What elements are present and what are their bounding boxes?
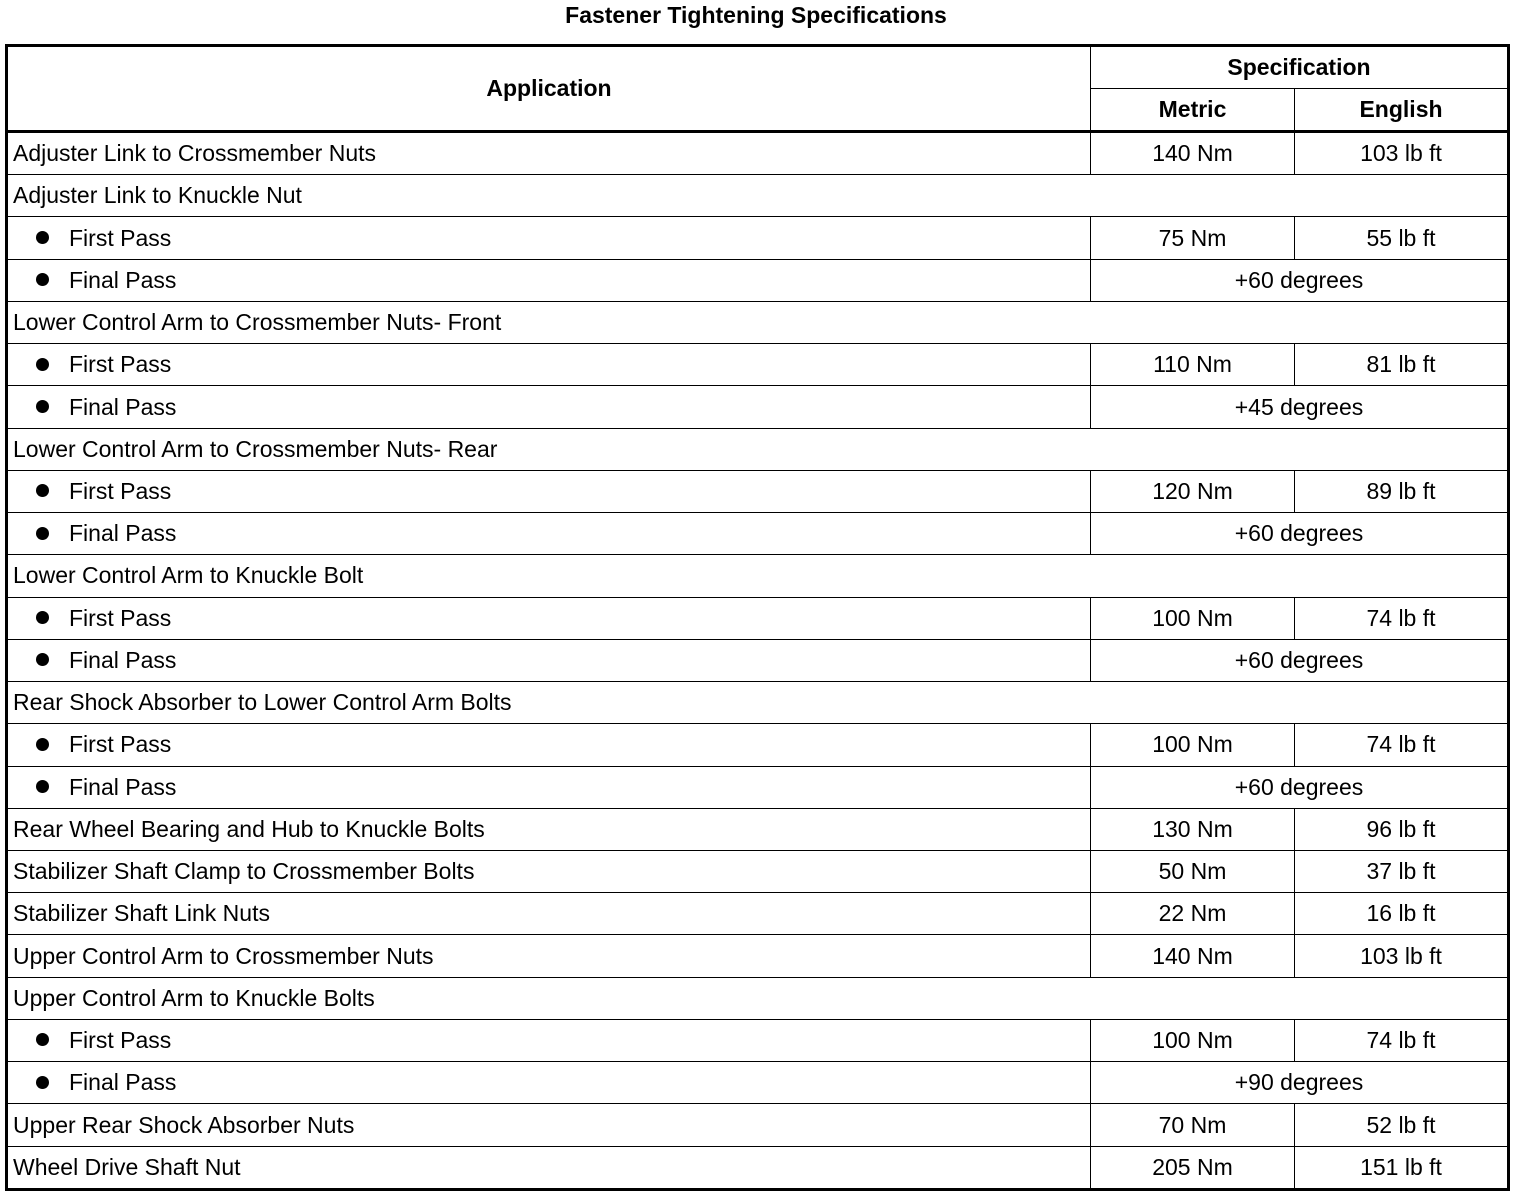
sub-step-label: First Pass	[69, 1027, 172, 1054]
application-label: Wheel Drive Shaft Nut	[7, 1146, 1091, 1189]
group-label: Adjuster Link to Knuckle Nut	[7, 175, 1509, 217]
table-row	[7, 1104, 1509, 1146]
header-english: English	[1295, 89, 1509, 132]
application-label: Upper Control Arm to Crossmember Nuts	[7, 935, 1091, 977]
group-label: Lower Control Arm to Knuckle Bolt	[7, 555, 1509, 597]
sub-step-label: Final Pass	[69, 393, 177, 420]
header-application: Application	[7, 46, 1091, 132]
metric-value: 100 Nm	[1091, 724, 1295, 766]
table-row	[7, 217, 1509, 259]
sub-step-label: Final Pass	[69, 773, 177, 800]
group-label: Lower Control Arm to Crossmember Nuts- Rear	[7, 428, 1509, 470]
sub-step-cell	[7, 766, 1091, 808]
sub-step-cell	[7, 1019, 1091, 1061]
metric-value: 120 Nm	[1091, 470, 1295, 512]
page-title: Fastener Tightening Specifications	[565, 2, 947, 28]
english-value: 74 lb ft	[1295, 597, 1509, 639]
table-row	[7, 301, 1509, 343]
english-value: 96 lb ft	[1295, 808, 1509, 850]
table-row	[7, 808, 1509, 850]
metric-value: 70 Nm	[1091, 1104, 1295, 1146]
table-row	[7, 766, 1509, 808]
metric-value: 130 Nm	[1091, 808, 1295, 850]
sub-step-cell	[7, 344, 1091, 386]
metric-value: 140 Nm	[1091, 132, 1295, 175]
table-row	[7, 935, 1509, 977]
bullet-icon	[36, 273, 49, 286]
table-row	[7, 428, 1509, 470]
bullet-icon	[36, 400, 49, 413]
table-row	[7, 513, 1509, 555]
table-row	[7, 132, 1509, 175]
table-row	[7, 1062, 1509, 1104]
sub-step-label: Final Pass	[69, 1069, 177, 1096]
table-body	[7, 132, 1509, 1190]
sub-step-label: First Pass	[69, 351, 172, 378]
table-row	[7, 893, 1509, 935]
table-row	[7, 724, 1509, 766]
table-row	[7, 555, 1509, 597]
sub-step-label: First Pass	[69, 604, 172, 631]
english-value: 103 lb ft	[1295, 935, 1509, 977]
table-row	[7, 470, 1509, 512]
bullet-icon	[36, 653, 49, 666]
bullet-icon	[36, 1033, 49, 1046]
angle-value: +45 degrees	[1091, 386, 1509, 428]
english-value: 74 lb ft	[1295, 1019, 1509, 1061]
sub-step-cell	[7, 513, 1091, 555]
bullet-icon	[36, 780, 49, 793]
table-row	[7, 344, 1509, 386]
bullet-icon	[36, 358, 49, 371]
application-label: Rear Wheel Bearing and Hub to Knuckle Bolts	[7, 808, 1091, 850]
bullet-icon	[36, 1076, 49, 1089]
table-row	[7, 682, 1509, 724]
metric-value: 100 Nm	[1091, 1019, 1295, 1061]
group-label: Lower Control Arm to Crossmember Nuts- Front	[7, 301, 1509, 343]
sub-step-cell	[7, 597, 1091, 639]
sub-step-cell	[7, 259, 1091, 301]
sub-step-label: Final Pass	[69, 266, 177, 293]
group-label: Rear Shock Absorber to Lower Control Arm Bolts	[7, 682, 1509, 724]
application-label: Stabilizer Shaft Clamp to Crossmember Bolts	[7, 850, 1091, 892]
english-value: 52 lb ft	[1295, 1104, 1509, 1146]
english-value: 55 lb ft	[1295, 217, 1509, 259]
sub-step-label: First Pass	[69, 477, 172, 504]
angle-value: +60 degrees	[1091, 259, 1509, 301]
bullet-icon	[36, 484, 49, 497]
metric-value: 205 Nm	[1091, 1146, 1295, 1189]
bullet-icon	[36, 611, 49, 624]
header-specification: Specification	[1091, 46, 1509, 89]
angle-value: +60 degrees	[1091, 766, 1509, 808]
table-row	[7, 1019, 1509, 1061]
sub-step-cell	[7, 639, 1091, 681]
english-value: 103 lb ft	[1295, 132, 1509, 175]
table-row	[7, 259, 1509, 301]
bullet-icon	[36, 527, 49, 540]
application-label: Stabilizer Shaft Link Nuts	[7, 893, 1091, 935]
table-row	[7, 850, 1509, 892]
sub-step-label: Final Pass	[69, 520, 177, 547]
metric-value: 75 Nm	[1091, 217, 1295, 259]
table-row	[7, 386, 1509, 428]
metric-value: 110 Nm	[1091, 344, 1295, 386]
metric-value: 100 Nm	[1091, 597, 1295, 639]
table-row	[7, 977, 1509, 1019]
english-value: 37 lb ft	[1295, 850, 1509, 892]
english-value: 89 lb ft	[1295, 470, 1509, 512]
bullet-icon	[36, 231, 49, 244]
group-label: Upper Control Arm to Knuckle Bolts	[7, 977, 1509, 1019]
sub-step-label: Final Pass	[69, 646, 177, 673]
angle-value: +60 degrees	[1091, 639, 1509, 681]
sub-step-cell	[7, 470, 1091, 512]
english-value: 16 lb ft	[1295, 893, 1509, 935]
sub-step-cell	[7, 217, 1091, 259]
table-row	[7, 597, 1509, 639]
angle-value: +90 degrees	[1091, 1062, 1509, 1104]
english-value: 151 lb ft	[1295, 1146, 1509, 1189]
metric-value: 140 Nm	[1091, 935, 1295, 977]
metric-value: 22 Nm	[1091, 893, 1295, 935]
bullet-icon	[36, 738, 49, 751]
table-row	[7, 639, 1509, 681]
application-label: Upper Rear Shock Absorber Nuts	[7, 1104, 1091, 1146]
table-row	[7, 1146, 1509, 1189]
application-label: Adjuster Link to Crossmember Nuts	[7, 132, 1091, 175]
sub-step-cell	[7, 1062, 1091, 1104]
angle-value: +60 degrees	[1091, 513, 1509, 555]
sub-step-label: First Pass	[69, 224, 172, 251]
sub-step-cell	[7, 724, 1091, 766]
header-metric: Metric	[1091, 89, 1295, 132]
specifications-table	[5, 44, 1510, 1191]
english-value: 74 lb ft	[1295, 724, 1509, 766]
english-value: 81 lb ft	[1295, 344, 1509, 386]
table-row	[7, 175, 1509, 217]
metric-value: 50 Nm	[1091, 850, 1295, 892]
sub-step-label: First Pass	[69, 731, 172, 758]
sub-step-cell	[7, 386, 1091, 428]
